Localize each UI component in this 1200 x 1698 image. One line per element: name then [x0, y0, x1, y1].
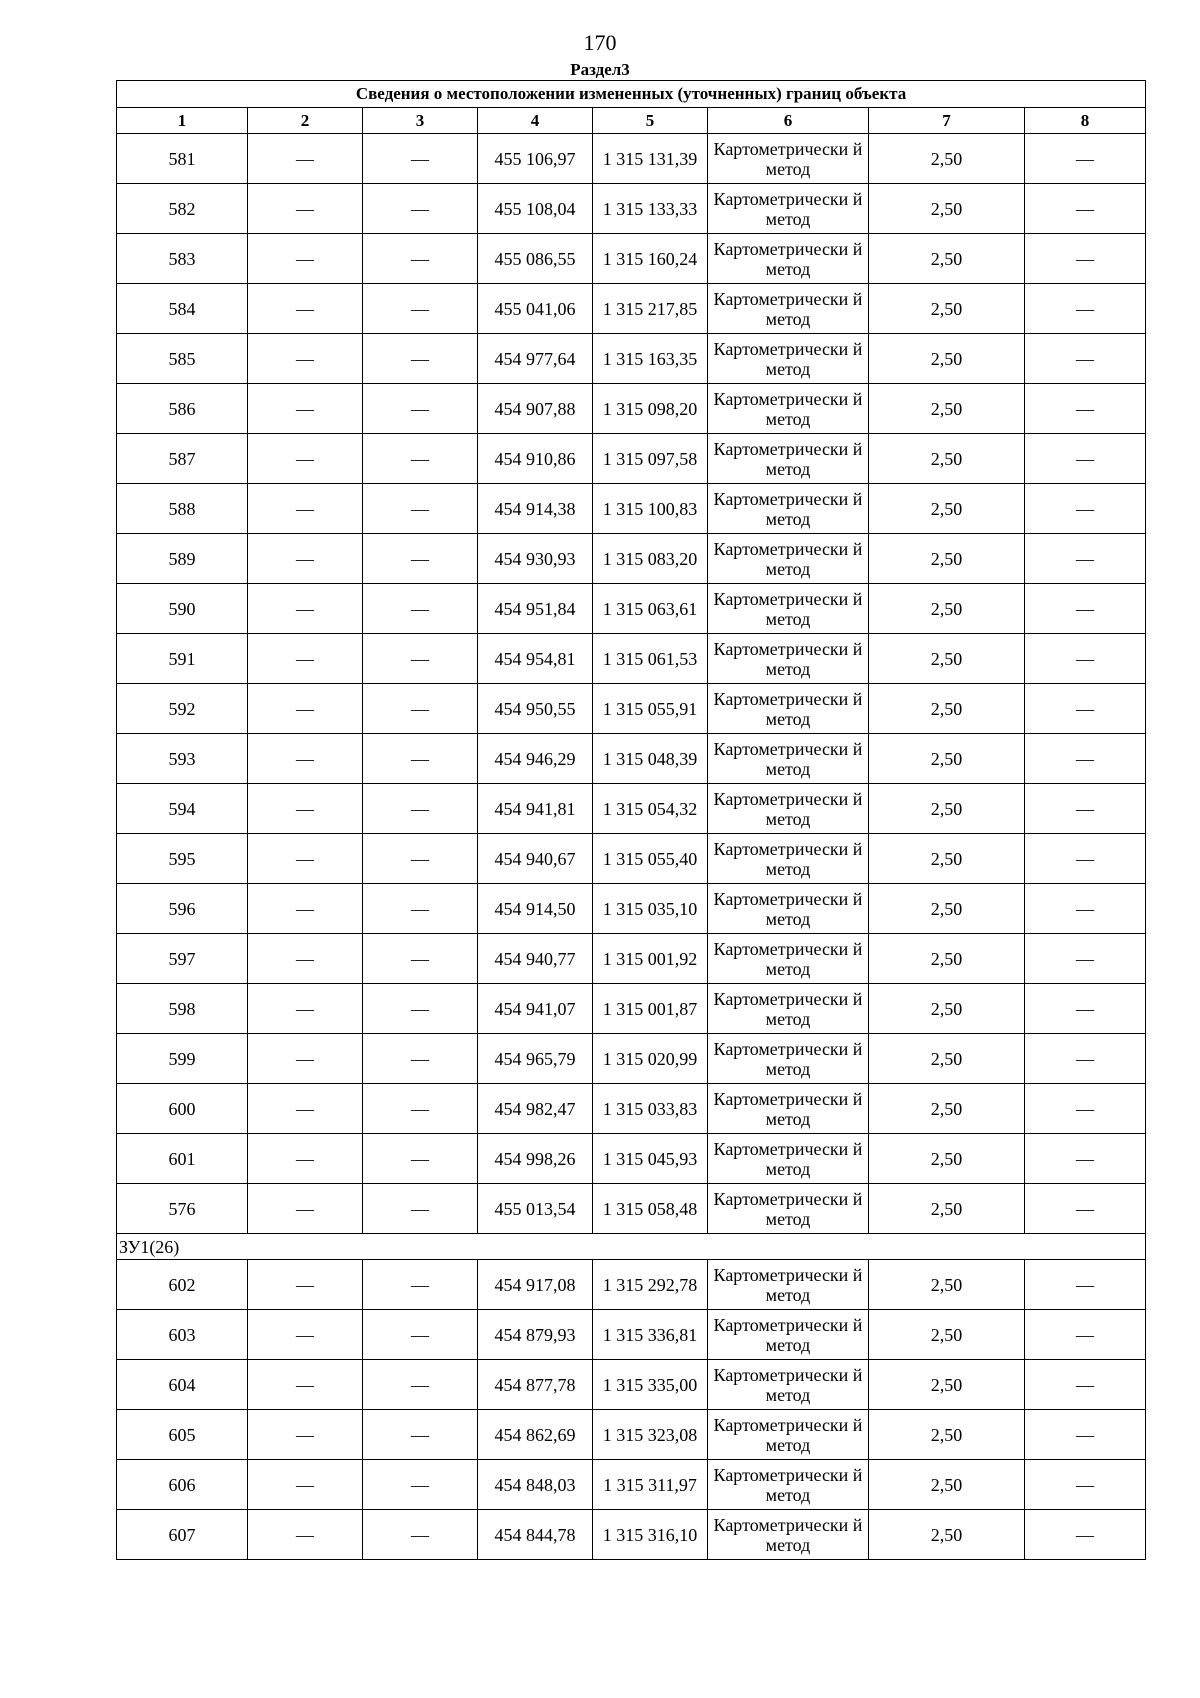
column-2-cell: —: [248, 434, 363, 484]
accuracy-cell: 2,50: [869, 1184, 1025, 1234]
table-row: [117, 934, 1146, 984]
x-coordinate-cell: 454 946,29: [478, 734, 593, 784]
method-cell: Картометрически й метод: [708, 634, 869, 684]
x-coordinate-cell: 455 013,54: [478, 1184, 593, 1234]
accuracy-cell: 2,50: [869, 684, 1025, 734]
table-row: [117, 234, 1146, 284]
column-8-cell: —: [1025, 634, 1146, 684]
x-coordinate-cell: 454 965,79: [478, 1034, 593, 1084]
column-8-cell: —: [1025, 834, 1146, 884]
column-2-cell: —: [248, 134, 363, 184]
column-8-cell: —: [1025, 934, 1146, 984]
column-8-cell: —: [1025, 1510, 1146, 1560]
column-3-cell: —: [363, 434, 478, 484]
y-coordinate-cell: 1 315 055,91: [593, 684, 708, 734]
point-number-cell: 581: [117, 134, 248, 184]
column-8-cell: —: [1025, 684, 1146, 734]
column-8-cell: —: [1025, 884, 1146, 934]
method-cell: Картометрически й метод: [708, 234, 869, 284]
point-number-cell: 576: [117, 1184, 248, 1234]
column-8-cell: —: [1025, 434, 1146, 484]
page-number: 170: [583, 30, 617, 55]
method-cell: Картометрически й метод: [708, 784, 869, 834]
y-coordinate-cell: 1 315 054,32: [593, 784, 708, 834]
table-row: [117, 1510, 1146, 1560]
accuracy-cell: 2,50: [869, 1410, 1025, 1460]
column-header: 7: [869, 108, 1025, 134]
accuracy-cell: 2,50: [869, 1260, 1025, 1310]
accuracy-cell: 2,50: [869, 834, 1025, 884]
method-cell: Картометрически й метод: [708, 484, 869, 534]
x-coordinate-cell: 454 982,47: [478, 1084, 593, 1134]
coordinates-table: [116, 80, 1146, 1560]
column-3-cell: —: [363, 534, 478, 584]
column-3-cell: —: [363, 184, 478, 234]
column-8-cell: —: [1025, 1360, 1146, 1410]
accuracy-cell: 2,50: [869, 184, 1025, 234]
accuracy-cell: 2,50: [869, 1310, 1025, 1360]
x-coordinate-cell: 454 954,81: [478, 634, 593, 684]
table-row: [117, 1460, 1146, 1510]
y-coordinate-cell: 1 315 323,08: [593, 1410, 708, 1460]
method-cell: Картометрически й метод: [708, 1034, 869, 1084]
method-cell: Картометрически й метод: [708, 884, 869, 934]
x-coordinate-cell: 455 041,06: [478, 284, 593, 334]
method-cell: Картометрически й метод: [708, 934, 869, 984]
x-coordinate-cell: 454 998,26: [478, 1134, 593, 1184]
column-8-cell: —: [1025, 784, 1146, 834]
column-3-cell: —: [363, 984, 478, 1034]
column-2-cell: —: [248, 684, 363, 734]
accuracy-cell: 2,50: [869, 734, 1025, 784]
accuracy-cell: 2,50: [869, 234, 1025, 284]
column-header: 4: [478, 108, 593, 134]
column-8-cell: —: [1025, 734, 1146, 784]
column-8-cell: —: [1025, 984, 1146, 1034]
table-row: [117, 1134, 1146, 1184]
column-2-cell: —: [248, 1510, 363, 1560]
column-8-cell: —: [1025, 484, 1146, 534]
y-coordinate-cell: 1 315 335,00: [593, 1360, 708, 1410]
accuracy-cell: 2,50: [869, 784, 1025, 834]
column-3-cell: —: [363, 784, 478, 834]
column-3-cell: —: [363, 234, 478, 284]
accuracy-cell: 2,50: [869, 434, 1025, 484]
method-cell: Картометрически й метод: [708, 734, 869, 784]
accuracy-cell: 2,50: [869, 134, 1025, 184]
point-number-cell: 601: [117, 1134, 248, 1184]
table-row: [117, 1034, 1146, 1084]
method-cell: Картометрически й метод: [708, 1510, 869, 1560]
method-cell: Картометрически й метод: [708, 434, 869, 484]
point-number-cell: 590: [117, 584, 248, 634]
y-coordinate-cell: 1 315 001,92: [593, 934, 708, 984]
y-coordinate-cell: 1 315 058,48: [593, 1184, 708, 1234]
y-coordinate-cell: 1 315 097,58: [593, 434, 708, 484]
point-number-cell: 597: [117, 934, 248, 984]
method-cell: Картометрически й метод: [708, 284, 869, 334]
column-8-cell: —: [1025, 284, 1146, 334]
column-2-cell: —: [248, 634, 363, 684]
column-2-cell: —: [248, 734, 363, 784]
method-cell: Картометрически й метод: [708, 1084, 869, 1134]
column-2-cell: —: [248, 234, 363, 284]
point-number-cell: 606: [117, 1460, 248, 1510]
point-number-cell: 585: [117, 334, 248, 384]
table-row: [117, 584, 1146, 634]
column-number-row: [117, 108, 1146, 134]
column-8-cell: —: [1025, 134, 1146, 184]
column-3-cell: —: [363, 584, 478, 634]
column-2-cell: —: [248, 1310, 363, 1360]
y-coordinate-cell: 1 315 045,93: [593, 1134, 708, 1184]
method-cell: Картометрически й метод: [708, 834, 869, 884]
column-3-cell: —: [363, 1360, 478, 1410]
x-coordinate-cell: 454 910,86: [478, 434, 593, 484]
y-coordinate-cell: 1 315 063,61: [593, 584, 708, 634]
point-number-cell: 598: [117, 984, 248, 1034]
column-8-cell: —: [1025, 1084, 1146, 1134]
x-coordinate-cell: 454 977,64: [478, 334, 593, 384]
point-number-cell: 593: [117, 734, 248, 784]
column-3-cell: —: [363, 1184, 478, 1234]
table-row: [117, 1084, 1146, 1134]
column-2-cell: —: [248, 1460, 363, 1510]
column-8-cell: —: [1025, 1410, 1146, 1460]
column-8-cell: —: [1025, 234, 1146, 284]
column-header: 2: [248, 108, 363, 134]
point-number-cell: 596: [117, 884, 248, 934]
column-3-cell: —: [363, 1084, 478, 1134]
column-2-cell: —: [248, 534, 363, 584]
table-row: [117, 534, 1146, 584]
column-2-cell: —: [248, 384, 363, 434]
x-coordinate-cell: 454 917,08: [478, 1260, 593, 1310]
column-header: 1: [117, 108, 248, 134]
y-coordinate-cell: 1 315 020,99: [593, 1034, 708, 1084]
table-row: [117, 134, 1146, 184]
method-cell: Картометрически й метод: [708, 534, 869, 584]
y-coordinate-cell: 1 315 001,87: [593, 984, 708, 1034]
column-2-cell: —: [248, 1184, 363, 1234]
point-number-cell: 592: [117, 684, 248, 734]
column-3-cell: —: [363, 484, 478, 534]
table-caption: Сведения о местоположении измененных (уточненных) границ объекта: [117, 81, 1146, 108]
column-2-cell: —: [248, 334, 363, 384]
table-row: [117, 484, 1146, 534]
column-2-cell: —: [248, 1084, 363, 1134]
column-8-cell: —: [1025, 1134, 1146, 1184]
point-number-cell: 605: [117, 1410, 248, 1460]
y-coordinate-cell: 1 315 133,33: [593, 184, 708, 234]
point-number-cell: 594: [117, 784, 248, 834]
point-number-cell: 599: [117, 1034, 248, 1084]
column-header: 8: [1025, 108, 1146, 134]
column-3-cell: —: [363, 334, 478, 384]
method-cell: Картометрически й метод: [708, 334, 869, 384]
column-2-cell: —: [248, 184, 363, 234]
method-cell: Картометрически й метод: [708, 1184, 869, 1234]
column-3-cell: —: [363, 1460, 478, 1510]
column-8-cell: —: [1025, 1184, 1146, 1234]
accuracy-cell: 2,50: [869, 484, 1025, 534]
method-cell: Картометрически й метод: [708, 584, 869, 634]
accuracy-cell: 2,50: [869, 1134, 1025, 1184]
y-coordinate-cell: 1 315 083,20: [593, 534, 708, 584]
column-3-cell: —: [363, 934, 478, 984]
column-3-cell: —: [363, 1134, 478, 1184]
x-coordinate-cell: 454 941,07: [478, 984, 593, 1034]
column-3-cell: —: [363, 134, 478, 184]
x-coordinate-cell: 454 877,78: [478, 1360, 593, 1410]
method-cell: Картометрически й метод: [708, 1460, 869, 1510]
table-row: [117, 884, 1146, 934]
point-number-cell: 603: [117, 1310, 248, 1360]
y-coordinate-cell: 1 315 292,78: [593, 1260, 708, 1310]
column-2-cell: —: [248, 584, 363, 634]
y-coordinate-cell: 1 315 163,35: [593, 334, 708, 384]
point-number-cell: 583: [117, 234, 248, 284]
accuracy-cell: 2,50: [869, 934, 1025, 984]
column-3-cell: —: [363, 1034, 478, 1084]
y-coordinate-cell: 1 315 311,97: [593, 1460, 708, 1510]
point-number-cell: 591: [117, 634, 248, 684]
x-coordinate-cell: 454 844,78: [478, 1510, 593, 1560]
method-cell: Картометрически й метод: [708, 384, 869, 434]
accuracy-cell: 2,50: [869, 1460, 1025, 1510]
table-row: [117, 1260, 1146, 1310]
column-2-cell: —: [248, 1034, 363, 1084]
column-header: 3: [363, 108, 478, 134]
column-3-cell: —: [363, 284, 478, 334]
column-3-cell: —: [363, 834, 478, 884]
table-row: [117, 634, 1146, 684]
y-coordinate-cell: 1 315 048,39: [593, 734, 708, 784]
accuracy-cell: 2,50: [869, 1510, 1025, 1560]
x-coordinate-cell: 454 940,77: [478, 934, 593, 984]
column-2-cell: —: [248, 884, 363, 934]
accuracy-cell: 2,50: [869, 884, 1025, 934]
accuracy-cell: 2,50: [869, 1034, 1025, 1084]
column-3-cell: —: [363, 684, 478, 734]
column-8-cell: —: [1025, 534, 1146, 584]
y-coordinate-cell: 1 315 098,20: [593, 384, 708, 434]
column-2-cell: —: [248, 984, 363, 1034]
table-row: [117, 1310, 1146, 1360]
column-3-cell: —: [363, 1260, 478, 1310]
table-row: [117, 1360, 1146, 1410]
x-coordinate-cell: 454 950,55: [478, 684, 593, 734]
column-2-cell: —: [248, 284, 363, 334]
column-3-cell: —: [363, 634, 478, 684]
point-number-cell: 582: [117, 184, 248, 234]
column-3-cell: —: [363, 1310, 478, 1360]
table-row: [117, 784, 1146, 834]
accuracy-cell: 2,50: [869, 1360, 1025, 1410]
y-coordinate-cell: 1 315 033,83: [593, 1084, 708, 1134]
column-2-cell: —: [248, 1410, 363, 1460]
table-row: [117, 284, 1146, 334]
table-row: [117, 1410, 1146, 1460]
point-number-cell: 586: [117, 384, 248, 434]
accuracy-cell: 2,50: [869, 984, 1025, 1034]
y-coordinate-cell: 1 315 055,40: [593, 834, 708, 884]
x-coordinate-cell: 455 106,97: [478, 134, 593, 184]
column-3-cell: —: [363, 1410, 478, 1460]
point-number-cell: 602: [117, 1260, 248, 1310]
table-row: [117, 984, 1146, 1034]
column-header: 6: [708, 108, 869, 134]
x-coordinate-cell: 454 930,93: [478, 534, 593, 584]
accuracy-cell: 2,50: [869, 634, 1025, 684]
accuracy-cell: 2,50: [869, 1084, 1025, 1134]
x-coordinate-cell: 454 879,93: [478, 1310, 593, 1360]
column-header: 5: [593, 108, 708, 134]
y-coordinate-cell: 1 315 131,39: [593, 134, 708, 184]
x-coordinate-cell: 454 914,50: [478, 884, 593, 934]
table-row: [117, 434, 1146, 484]
point-number-cell: 588: [117, 484, 248, 534]
point-number-cell: 587: [117, 434, 248, 484]
point-number-cell: 604: [117, 1360, 248, 1410]
method-cell: Картометрически й метод: [708, 134, 869, 184]
column-2-cell: —: [248, 1134, 363, 1184]
method-cell: Картометрически й метод: [708, 184, 869, 234]
column-2-cell: —: [248, 834, 363, 884]
column-8-cell: —: [1025, 1034, 1146, 1084]
table-caption-row: [117, 81, 1146, 108]
accuracy-cell: 2,50: [869, 534, 1025, 584]
y-coordinate-cell: 1 315 035,10: [593, 884, 708, 934]
method-cell: Картометрически й метод: [708, 984, 869, 1034]
table-row: [117, 684, 1146, 734]
y-coordinate-cell: 1 315 061,53: [593, 634, 708, 684]
column-2-cell: —: [248, 1260, 363, 1310]
accuracy-cell: 2,50: [869, 334, 1025, 384]
point-number-cell: 607: [117, 1510, 248, 1560]
x-coordinate-cell: 454 941,81: [478, 784, 593, 834]
method-cell: Картометрически й метод: [708, 684, 869, 734]
y-coordinate-cell: 1 315 160,24: [593, 234, 708, 284]
column-3-cell: —: [363, 734, 478, 784]
table-row: [117, 734, 1146, 784]
x-coordinate-cell: 454 914,38: [478, 484, 593, 534]
y-coordinate-cell: 1 315 316,10: [593, 1510, 708, 1560]
column-8-cell: —: [1025, 334, 1146, 384]
column-8-cell: —: [1025, 1260, 1146, 1310]
point-number-cell: 595: [117, 834, 248, 884]
x-coordinate-cell: 454 940,67: [478, 834, 593, 884]
y-coordinate-cell: 1 315 100,83: [593, 484, 708, 534]
group-label: ЗУ1(26): [117, 1234, 1146, 1260]
x-coordinate-cell: 454 907,88: [478, 384, 593, 434]
point-number-cell: 589: [117, 534, 248, 584]
table-row: [117, 384, 1146, 434]
column-2-cell: —: [248, 484, 363, 534]
table-row: [117, 184, 1146, 234]
table-row: [117, 334, 1146, 384]
point-number-cell: 600: [117, 1084, 248, 1134]
column-8-cell: —: [1025, 184, 1146, 234]
method-cell: Картометрически й метод: [708, 1360, 869, 1410]
point-number-cell: 584: [117, 284, 248, 334]
accuracy-cell: 2,50: [869, 284, 1025, 334]
method-cell: Картометрически й метод: [708, 1260, 869, 1310]
x-coordinate-cell: 454 951,84: [478, 584, 593, 634]
accuracy-cell: 2,50: [869, 584, 1025, 634]
column-3-cell: —: [363, 384, 478, 434]
column-2-cell: —: [248, 784, 363, 834]
x-coordinate-cell: 455 108,04: [478, 184, 593, 234]
y-coordinate-cell: 1 315 336,81: [593, 1310, 708, 1360]
group-row: [117, 1234, 1146, 1260]
y-coordinate-cell: 1 315 217,85: [593, 284, 708, 334]
accuracy-cell: 2,50: [869, 384, 1025, 434]
method-cell: Картометрически й метод: [708, 1410, 869, 1460]
x-coordinate-cell: 455 086,55: [478, 234, 593, 284]
column-8-cell: —: [1025, 1460, 1146, 1510]
column-8-cell: —: [1025, 584, 1146, 634]
column-2-cell: —: [248, 934, 363, 984]
column-3-cell: —: [363, 1510, 478, 1560]
column-2-cell: —: [248, 1360, 363, 1410]
column-8-cell: —: [1025, 1310, 1146, 1360]
method-cell: Картометрически й метод: [708, 1310, 869, 1360]
x-coordinate-cell: 454 862,69: [478, 1410, 593, 1460]
section-title: Раздел3: [570, 60, 630, 79]
column-3-cell: —: [363, 884, 478, 934]
column-8-cell: —: [1025, 384, 1146, 434]
table-row: [117, 1184, 1146, 1234]
table-row: [117, 834, 1146, 884]
x-coordinate-cell: 454 848,03: [478, 1460, 593, 1510]
method-cell: Картометрически й метод: [708, 1134, 869, 1184]
